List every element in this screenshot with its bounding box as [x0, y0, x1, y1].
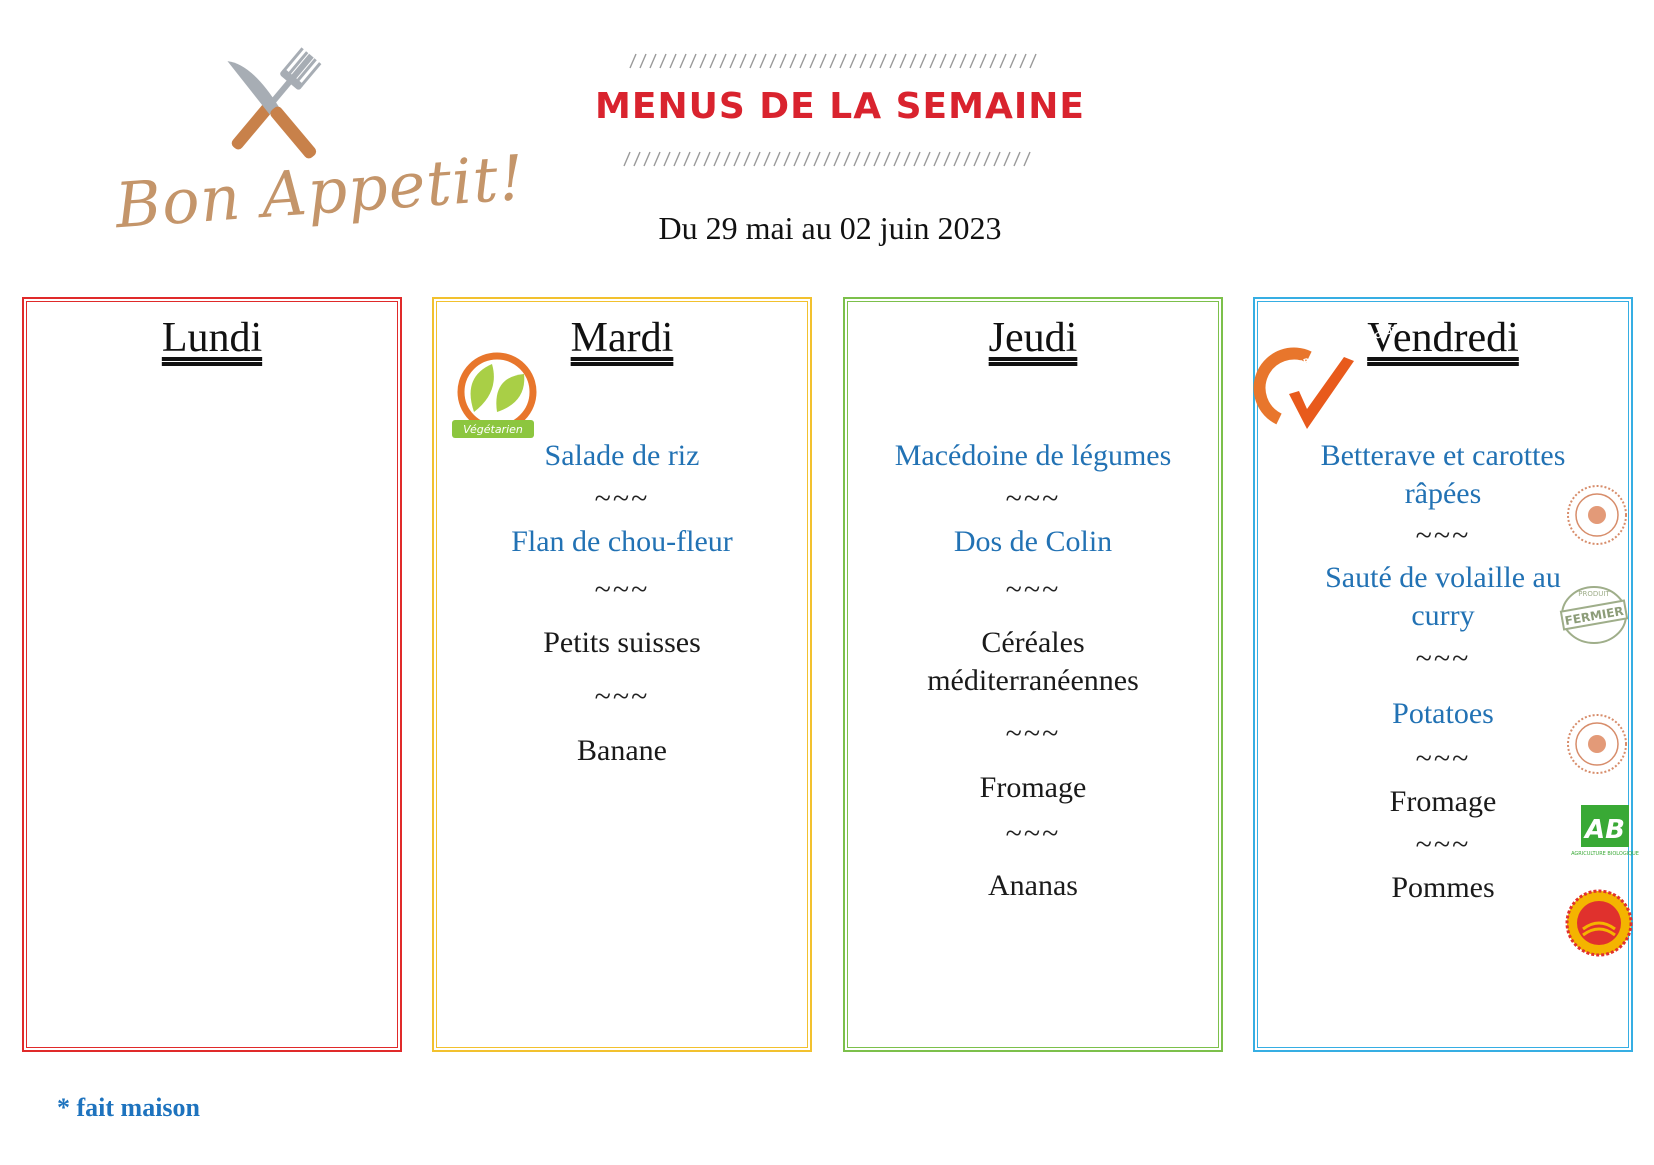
- produit-text: PRODUIT: [1578, 590, 1610, 598]
- vegetarien-badge-text: Végétarien: [463, 423, 523, 436]
- menu-item: Banane: [577, 734, 667, 767]
- vegetarien-icon: [452, 352, 542, 442]
- day-name: Jeudi: [988, 315, 1078, 361]
- day-column-vendredi: [1253, 297, 1639, 1052]
- day-name: Mardi: [570, 315, 674, 361]
- menu-title: MENUS DE LA SEMAINE: [595, 86, 1085, 127]
- menu-item: Flan de chou-fleur: [511, 525, 733, 558]
- fermier-text: FERMIER: [1563, 603, 1625, 629]
- menu-item: Fromage: [979, 771, 1087, 804]
- ab-text: AB: [1585, 815, 1625, 845]
- menu-item: Fromage: [1389, 785, 1497, 818]
- day-column-lundi: [22, 297, 402, 1052]
- menu-item: Salade de riz: [544, 439, 700, 472]
- footnote-fait-maison: * fait maison: [57, 1093, 200, 1122]
- producteurs-locaux-text: PRODUCTEURS LOCAUX: [1296, 324, 1400, 369]
- logo-text: Bon Appetit!: [112, 140, 527, 243]
- separator: ~~~: [1415, 642, 1471, 675]
- ab-subtext: AGRICULTURE BIOLOGIQUE: [1571, 851, 1639, 857]
- day-name: Lundi: [161, 315, 263, 361]
- aop-label-icon: [1565, 889, 1633, 957]
- column-border-inner: [26, 301, 398, 1048]
- separator: ~~~: [594, 573, 650, 606]
- day-name: Vendredi: [1367, 315, 1519, 361]
- separator: ~~~: [1415, 519, 1471, 552]
- separator: ~~~: [1005, 482, 1061, 515]
- menu-item: Macédoine de légumes: [894, 439, 1172, 472]
- menu-item: Ananas: [988, 869, 1078, 902]
- separator: ~~~: [1415, 828, 1471, 861]
- separator: ~~~: [594, 680, 650, 713]
- separator: ~~~: [1415, 742, 1471, 775]
- menu-item: Pommes: [1391, 871, 1495, 904]
- producteurs-locaux-icon: [1259, 324, 1400, 444]
- date-range: Du 29 mai au 02 juin 2023: [658, 210, 1002, 246]
- day-column-jeudi: [843, 297, 1223, 1052]
- separator: ~~~: [1005, 717, 1061, 750]
- menu-item: Petits suisses: [543, 626, 701, 659]
- bon-appetit-logo: [112, 50, 527, 260]
- day-column-mardi: [432, 297, 812, 1052]
- menu-item: Dos de Colin: [953, 525, 1113, 558]
- menu-title-block: [590, 50, 1090, 170]
- produit-fermier-stamp-icon: [1558, 582, 1630, 648]
- separator: ~~~: [1005, 817, 1061, 850]
- menu-item: Betterave et carottes râpées: [1320, 439, 1566, 510]
- menu-item: Potatoes: [1392, 697, 1494, 730]
- separator: ~~~: [594, 482, 650, 515]
- menu-item: Sauté de volaille au curry: [1325, 561, 1561, 632]
- separator: ~~~: [1005, 573, 1061, 606]
- menu-item: Céréales méditerranéennes: [927, 626, 1139, 697]
